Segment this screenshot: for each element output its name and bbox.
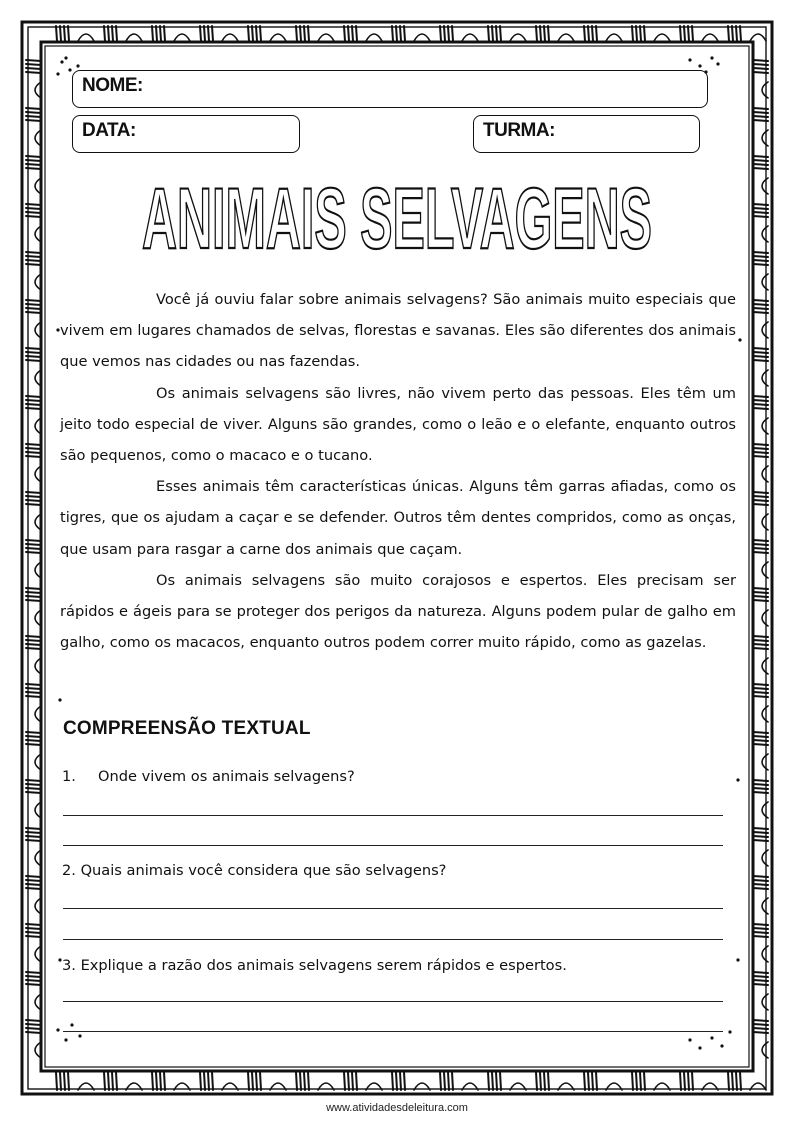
question-3	[62, 957, 567, 974]
question-number: 1.	[62, 768, 76, 785]
question-2	[62, 862, 446, 879]
paragraph: Você já ouviu falar sobre animais selvagens? São animais muito especiais que vivem em lugares chamados de selvas, florestas e savanas. Eles são diferentes dos animais que vemos nas cidades ou nas fazendas.	[60, 291, 736, 371]
answer-line[interactable]	[63, 1001, 723, 1002]
answer-line[interactable]	[63, 815, 723, 816]
website-footer: www.atividadesdeleitura.com	[326, 1102, 468, 1114]
question-text: 3. Explique a razão dos animais selvagens serem rápidos e espertos.	[62, 957, 567, 974]
answer-line[interactable]	[63, 845, 723, 846]
answer-line[interactable]	[63, 908, 723, 909]
question-text: 2. Quais animais você considera que são selvagens?	[62, 862, 447, 879]
name-field[interactable]	[72, 70, 708, 108]
paragraph: Os animais selvagens são livres, não vivem perto das pessoas. Eles têm um jeito todo especial de viver. Alguns são grandes, como o leão e o elefante, enquanto outros são pequenos, como o macaco e o tucano.	[60, 384, 736, 465]
question-1	[62, 768, 355, 785]
date-field[interactable]	[72, 115, 300, 153]
section-title: COMPREENSÃO TEXTUAL	[63, 718, 311, 739]
answer-line[interactable]	[63, 939, 723, 940]
question-text: Onde vivem os animais selvagens?	[98, 768, 355, 785]
reading-text	[60, 284, 736, 658]
class-field[interactable]	[473, 115, 700, 153]
page-title-text: ANIMAIS SELVAGENS	[142, 171, 652, 258]
class-label: TURMA:	[483, 120, 555, 141]
paragraph: Os animais selvagens são muito corajosos e espertos. Eles precisam ser rápidos e ágeis para se proteger dos perigos da natureza. Alguns podem pular de galho em galho, como os macacos, enquanto outros podem correr muito rápido, como as gazelas.	[60, 571, 736, 652]
paragraph: Esses animais têm características únicas. Alguns têm garras afiadas, como os tigres, que os ajudam a caçar e se defender. Outros têm dentes compridos, como as onças, que usam para rasgar a carne dos animais que caçam.	[60, 478, 736, 558]
page-title	[0, 168, 794, 258]
answer-line[interactable]	[63, 1031, 723, 1032]
name-label: NOME:	[82, 75, 143, 96]
date-label: DATA:	[82, 120, 136, 141]
